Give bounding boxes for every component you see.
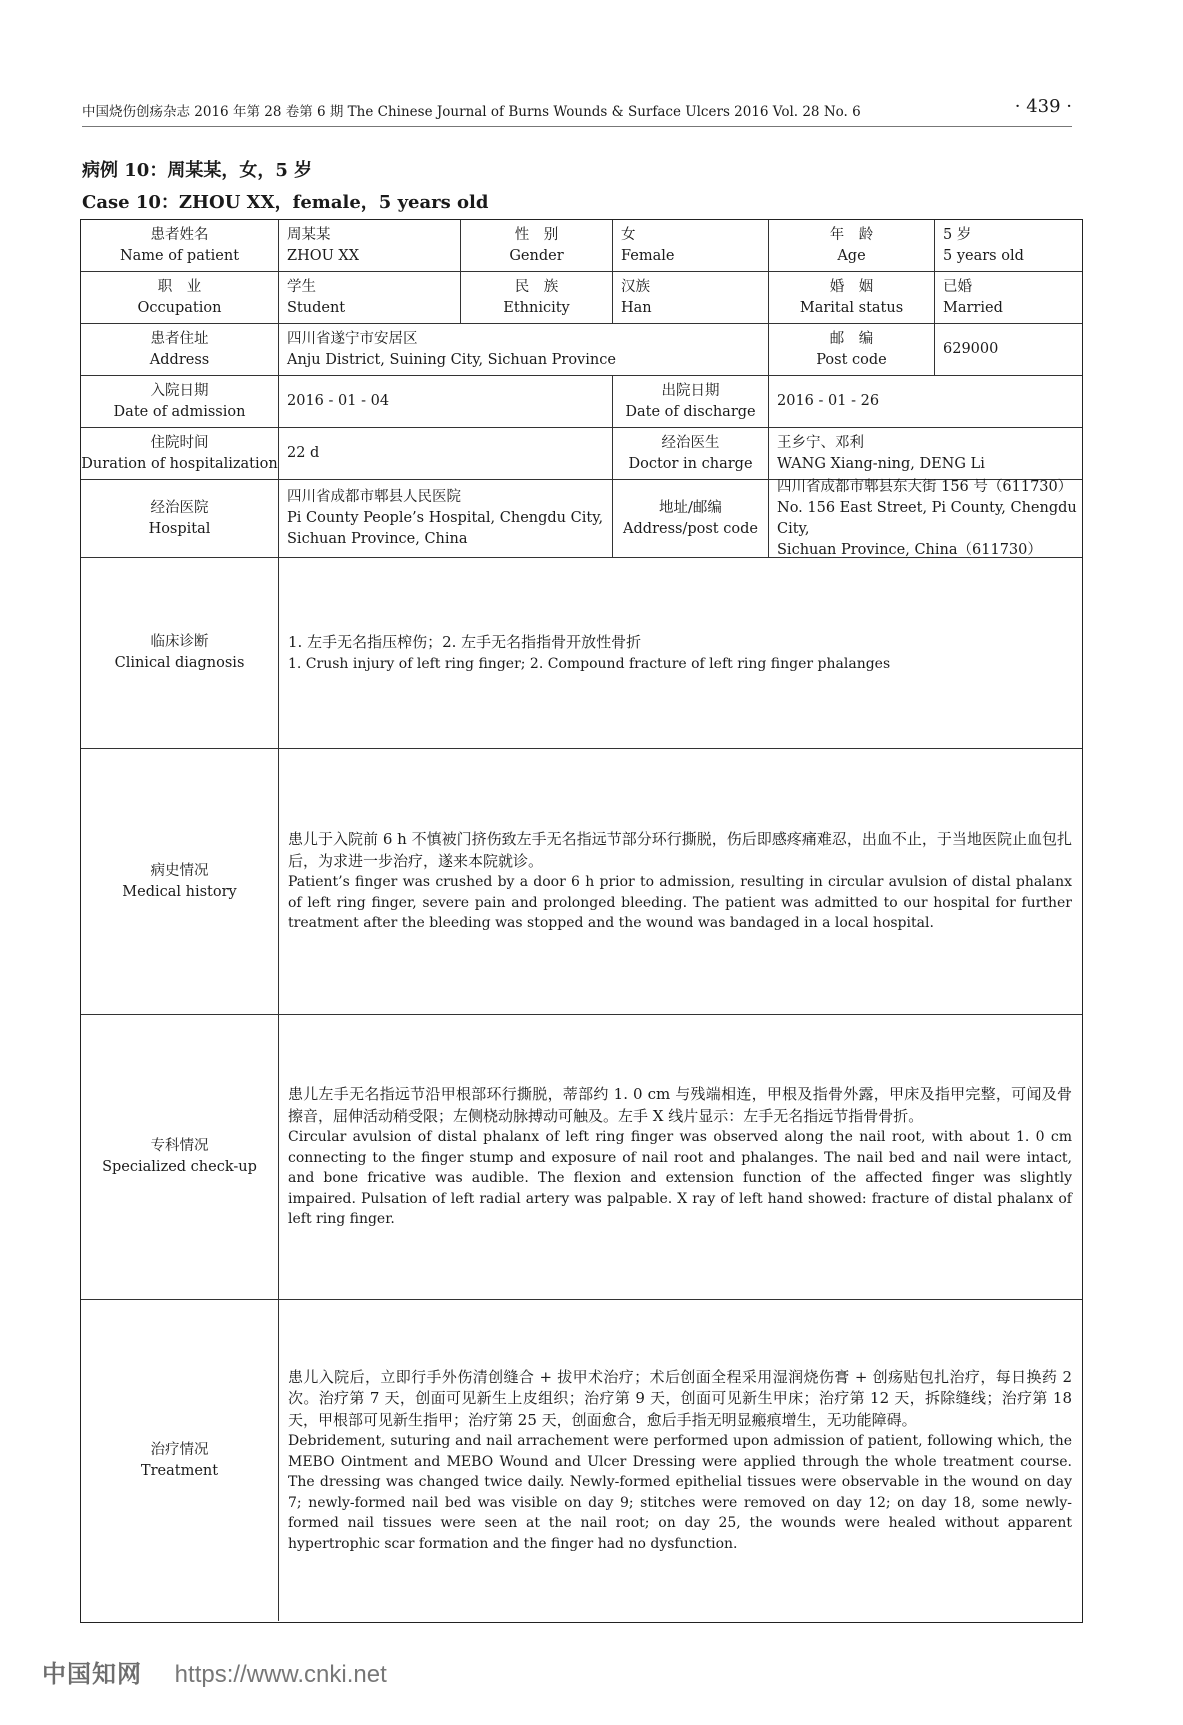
admission-label: 入院日期 Date of admission [113,382,246,420]
specialized-checkup: 患儿左手无名指远节沿甲根部环行撕脱，蒂部约 1. 0 cm 与残端相连，甲根及指骨外露，甲床及指甲完整，可闻及骨擦音，屈伸活动稍受限；左侧桡动脉搏动可触及。左手 X 线片显示：左手无名指远节指骨骨折。 Circular avulsion of distal phalanx of left ring finger was observed along the nail root, with about 1. 0 cm connecting to the finger stump and exposure of nail root and phalanges. The nail bed and nail were intact, and bone fricative was audible. The flexion and extension function of the affected finger was slightly impaired. Pulsation of left radial artery was palpable. X ray of left hand showed: fracture of distal phalanx of left ring finger. [278,1015,1082,1299]
postcode-label: 邮 编 Post code [768,324,934,375]
header-rule [82,126,1072,127]
watermark-footer [42,1654,387,1689]
hospital-label: 经治医院 Hospital [148,499,211,537]
diagnosis-label: 临床诊断 Clinical diagnosis [114,634,245,671]
history-label: 病史情况 Medical history [122,862,237,900]
clinical-diagnosis: 1. 左手无名指压榨伤；2. 左手无名指指骨开放性骨折 1. Crush injury of left ring finger; 2. Compound fracture of left ring finger phalanges [278,558,1082,748]
case-table [80,219,1083,1623]
patient-ethnicity: 汉族 Han [612,272,768,323]
admission-date: 2016 - 01 - 04 [278,376,612,427]
hospitalization-duration: 22 d [278,428,612,479]
gender-label: 性 别 Gender [460,220,612,271]
patient-address: 四川省遂宁市安居区 Anju District, Suining City, Sichuan Province [278,324,768,375]
duration-label: 住院时间 Duration of hospitalization [81,434,278,472]
patient-occupation: 学生 Student [278,272,460,323]
hospital-address-label: 地址/邮编 Address/post code [612,480,768,557]
doctor-label: 经治医生 Doctor in charge [612,428,768,479]
cnki-logo: 中国知网 [42,1661,142,1688]
hospital-address: 四川省成都市郫县东大街 156 号（611730） No. 156 East Street, Pi County, Chengdu City, Sichuan Province, China（611730） [768,480,1082,557]
name-label: 患者姓名 Name of patient [119,226,240,264]
patient-age: 5 岁 5 years old [934,220,1082,271]
patient-gender: 女 Female [612,220,768,271]
age-label: 年 龄 Age [768,220,934,271]
discharge-label: 出院日期 Date of discharge [612,376,768,427]
treatment: 患儿入院后，立即行手外伤清创缝合 + 拔甲术治疗；术后创面全程采用湿润烧伤膏 + 创疡贴包扎治疗，每日换药 2 次。治疗第 7 天，创面可见新生上皮组织；治疗第 9 天，创面可见新生甲床；治疗第 12 天，拆除缝线；治疗第 18 天，甲根部可见新生指甲；治疗第 25 天，创面愈合，愈后手指无明显瘢痕增生，无功能障碍。 Debridement, suturing and nail arrachement were performed upon admission of patient, following which, the MEBO Ointment and MEBO Wound and Ulcer Dressing were applied through the whole treatment course. The dressing was changed twice daily. Newly-formed epithelial tissues were observable in the wound on day 7; newly-formed nail bed was visible on day 9; stitches were removed on day 12; on day 18, some newly-formed nail tissues were seen at the nail root; on day 25, the wounds were healed without apparent hypertrophic scar formation and the finger had no dysfunction. [278,1300,1082,1621]
page-number: · 439 · [1014,96,1072,117]
address-label: 患者住址 Address [149,330,210,368]
patient-postcode: 629000 [934,324,1082,375]
cnki-url[interactable]: https://www.cnki.net [174,1661,387,1688]
treatment-label: 治疗情况 Treatment [140,1441,219,1479]
discharge-date: 2016 - 01 - 26 [768,376,1082,427]
marital-label: 婚 姻 Marital status [768,272,934,323]
case-title-cn: 病例 10：周某某，女，5 岁 [82,160,313,181]
medical-history: 患儿于入院前 6 h 不慎被门挤伤致左手无名指远节部分环行撕脱，伤后即感疼痛难忍，出血不止，于当地医院止血包扎后，为求进一步治疗，遂来本院就诊。 Patient’s finger was crushed by a door 6 h prior to admission, resulting in circular avulsion of distal phalanx of left ring finger, severe pain and prolonged bleeding. The patient was admitted to our hospital for further treatment after the bleeding was stopped and the wound was bandaged in a local hospital. [278,749,1082,1014]
hospital-name: 四川省成都市郫县人民医院 Pi County People’s Hospital, Chengdu City, Sichuan Province, China [278,480,612,557]
occupation-label: 职 业 Occupation [137,278,222,316]
case-title-en: Case 10：ZHOU XX，female，5 years old [82,192,489,213]
journal-title: 中国烧伤创疡杂志 2016 年第 28 卷第 6 期 The Chinese Journal of Burns Wounds & Surface Ulcers 2016 Vol. 28 No. 6 [82,104,861,120]
doctor-in-charge: 王乡宁、邓利 WANG Xiang-ning, DENG Li [768,428,1082,479]
checkup-label: 专科情况 Specialized check-up [102,1138,257,1175]
patient-name: 周某某 ZHOU XX [278,220,460,271]
patient-marital-status: 已婚 Married [934,272,1082,323]
ethnicity-label: 民 族 Ethnicity [460,272,612,323]
